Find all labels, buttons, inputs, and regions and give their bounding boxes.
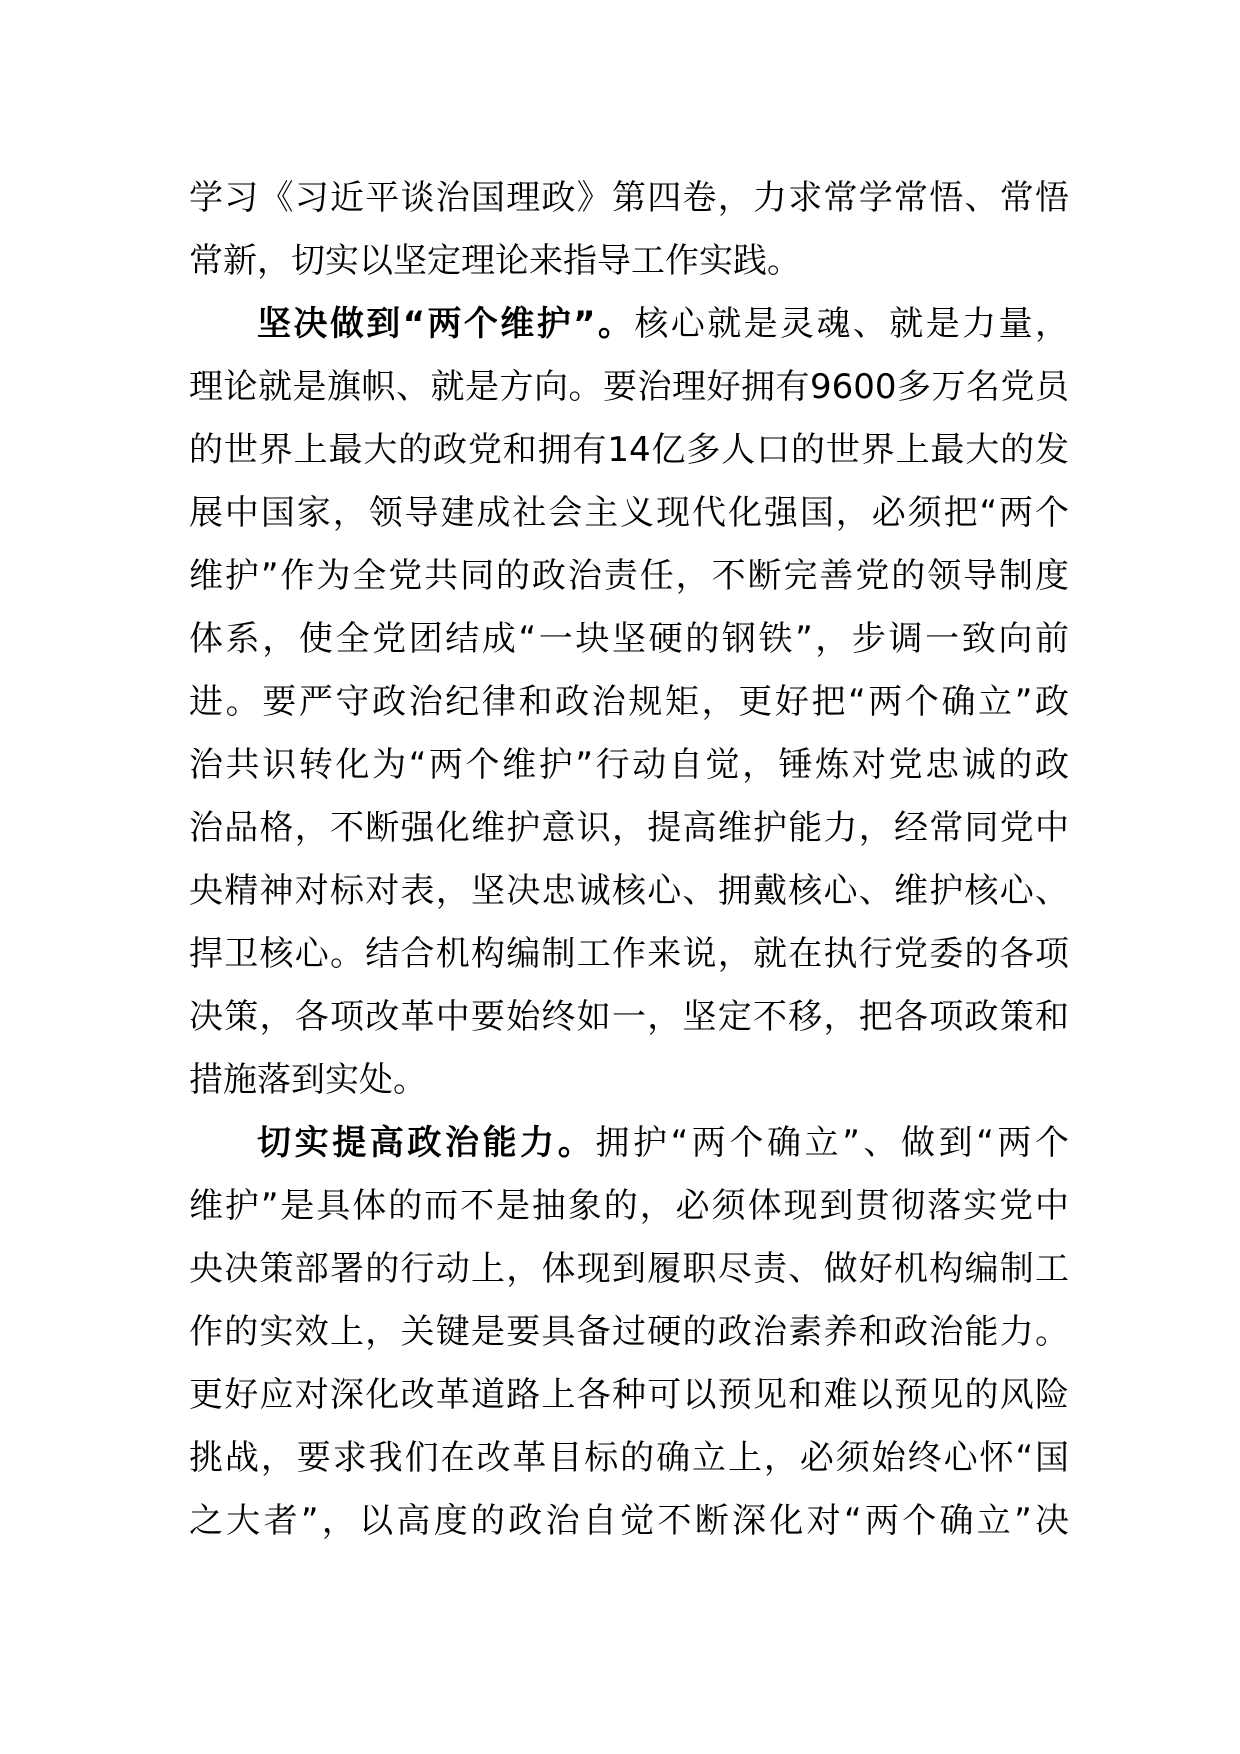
paragraph-line [189, 607, 1069, 671]
line-text: 更好应对深化改革道路上各种可以预见和难以预见的风险 [189, 1375, 1069, 1415]
line-text: 常新，切实以坚定理论来指导工作实践。 [189, 241, 801, 281]
paragraph-line-heading [257, 1111, 1069, 1175]
paragraph-line [189, 418, 1069, 482]
line-text: 的世界上最大的政党和拥有14亿多人口的世界上最大的发 [189, 430, 1069, 470]
paragraph-line [189, 796, 1069, 860]
line-text: 央精神对标对表，坚决忠诚核心、拥戴核心、维护核心、 [189, 871, 1069, 911]
line-text: 展中国家，领导建成社会主义现代化强国，必须把“两个 [189, 493, 1069, 533]
line-text: 核心就是灵魂、就是力量， [634, 304, 1069, 344]
line-text: 体系，使全党团结成“一块坚硬的钢铁”，步调一致向前 [189, 619, 1069, 659]
section-heading: 切实提高政治能力。 [257, 1123, 596, 1163]
paragraph-line [189, 1174, 1069, 1238]
paragraph-line [189, 1426, 1069, 1490]
paragraph-line [189, 859, 1069, 923]
line-text: 学习《习近平谈治国理政》第四卷，力求常学常悟、常悟 [189, 178, 1069, 218]
paragraph-line-heading [257, 292, 1069, 356]
line-text: 央决策部署的行动上，体现到履职尽责、做好机构编制工 [189, 1249, 1069, 1289]
paragraph-line [189, 1489, 1069, 1553]
paragraph-line [189, 1363, 1069, 1427]
line-text: 维护”作为全党共同的政治责任，不断完善党的领导制度 [189, 556, 1069, 596]
line-text: 之大者”，以高度的政治自觉不断深化对“两个确立”决 [189, 1501, 1069, 1541]
paragraph-line [189, 355, 1069, 419]
paragraph-line [189, 1048, 1069, 1112]
paragraph-line [189, 229, 1069, 293]
line-text: 捍卫核心。结合机构编制工作来说，就在执行党委的各项 [189, 934, 1069, 974]
paragraph-line [189, 544, 1069, 608]
line-text: 进。要严守政治纪律和政治规矩，更好把“两个确立”政 [189, 682, 1069, 722]
paragraph-line [189, 922, 1069, 986]
paragraph-line [189, 1237, 1069, 1301]
line-text: 作的实效上，关键是要具备过硬的政治素养和政治能力。 [189, 1312, 1069, 1352]
line-text: 维护”是具体的而不是抽象的，必须体现到贯彻落实党中 [189, 1186, 1069, 1226]
line-text: 理论就是旗帜、就是方向。要治理好拥有9600多万名党员 [189, 367, 1069, 407]
paragraph-line [189, 733, 1069, 797]
paragraph-line [189, 670, 1069, 734]
paragraph-line [189, 1300, 1069, 1364]
line-text: 治品格，不断强化维护意识，提高维护能力，经常同党中 [189, 808, 1069, 848]
paragraph-line [189, 166, 1069, 230]
paragraph-line [189, 481, 1069, 545]
line-text: 拥护“两个确立”、做到“两个 [595, 1123, 1069, 1163]
line-text: 挑战，要求我们在改革目标的确立上，必须始终心怀“国 [189, 1438, 1069, 1478]
line-text: 措施落到实处。 [189, 1060, 427, 1100]
section-heading: 坚决做到“两个维护”。 [257, 304, 635, 344]
paragraph-line [189, 985, 1069, 1049]
line-text: 决策，各项改革中要始终如一，坚定不移，把各项政策和 [189, 997, 1069, 1037]
line-text: 治共识转化为“两个维护”行动自觉，锤炼对党忠诚的政 [189, 745, 1069, 785]
